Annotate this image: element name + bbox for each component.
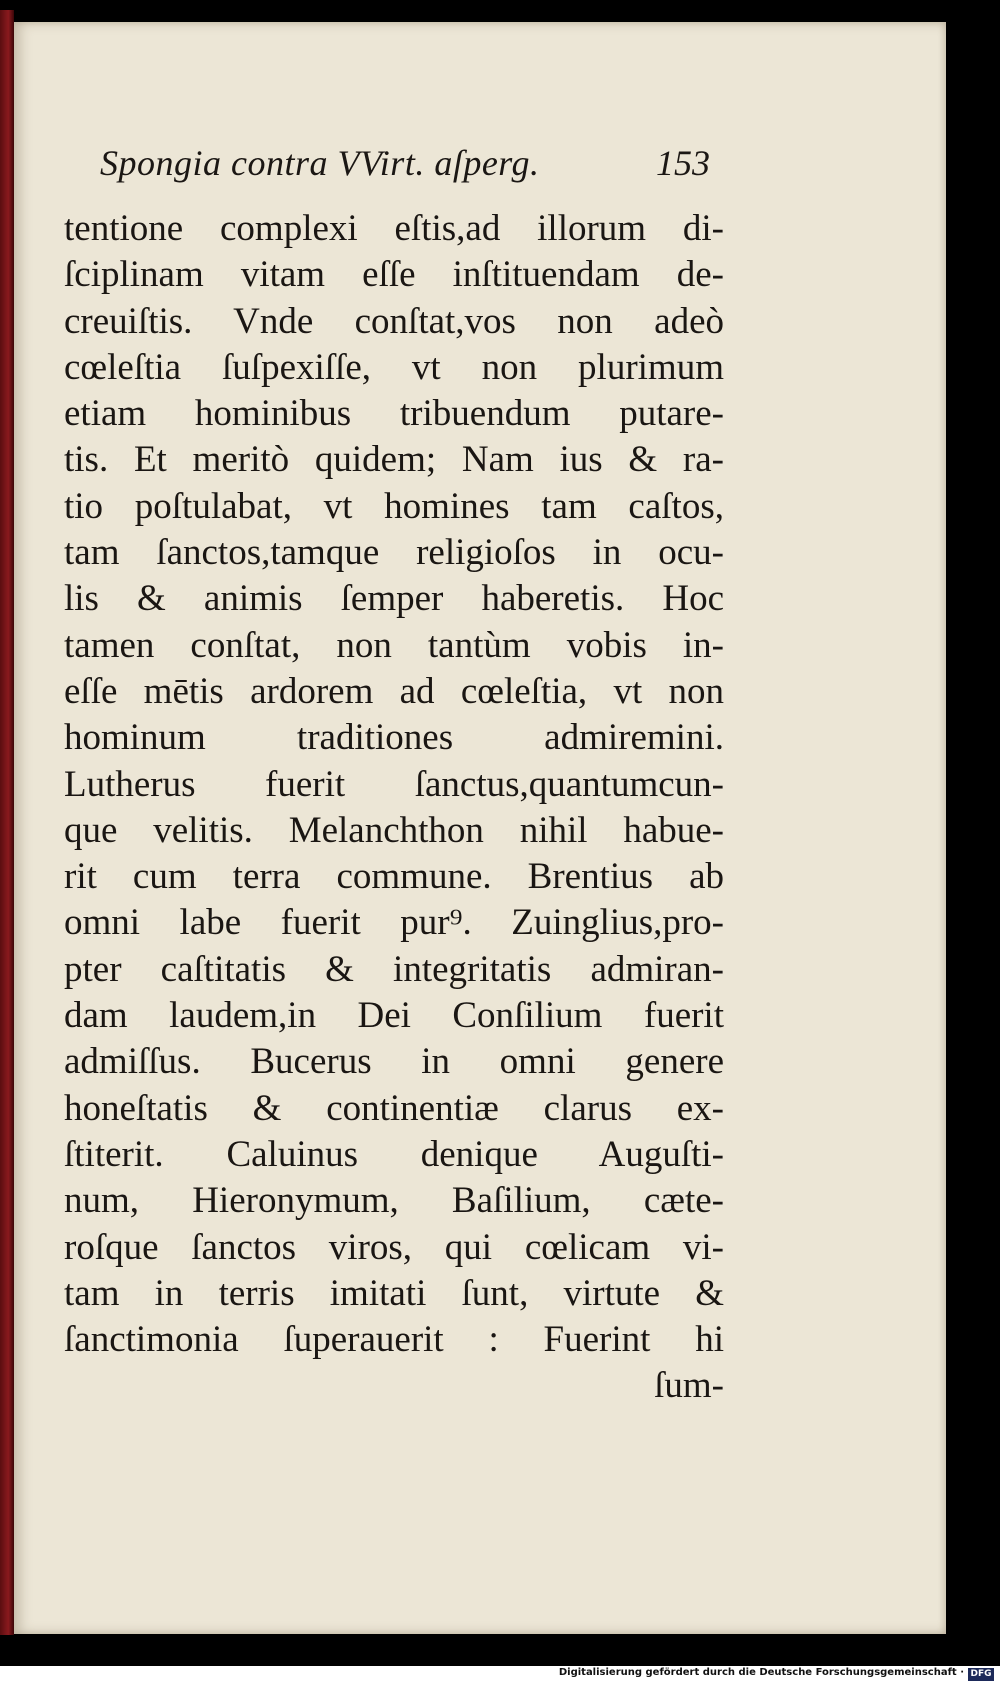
text-line: etiam hominibus tribuendum putare- <box>64 393 724 435</box>
text-line: num, Hieronymum, Baſilium, cæte- <box>64 1180 724 1222</box>
text-line: roſque ſanctos viros, qui cœlicam vi- <box>64 1226 724 1268</box>
text-line: Lutherus fuerit ſanctus,quantumcun- <box>64 763 724 805</box>
text-line: honeſtatis & continentiæ clarus ex- <box>64 1087 724 1129</box>
text-line: hominum traditiones admiremini. <box>64 717 724 759</box>
text-line: tam in terris imitati ſunt, virtute & <box>64 1272 724 1314</box>
text-line: tio poſtulabat, vt homines tam caſtos, <box>64 485 724 527</box>
page-number: 153 <box>656 143 710 183</box>
text-line: tamen conſtat, non tantùm vobis in- <box>64 624 724 666</box>
text-line: lis & animis ſemper haberetis. Hoc <box>64 578 724 620</box>
text-line: que velitis. Melanchthon nihil habue- <box>64 809 724 851</box>
dfg-logo: DFG <box>968 1668 994 1681</box>
text-line: ſciplinam vitam eſſe inſtituendam de- <box>64 254 724 296</box>
catchword: ſum- <box>654 1365 724 1407</box>
text-line: creuiſtis. Vnde conſtat,vos non adeò <box>64 300 724 342</box>
text-line: ſanctimonia ſuperauerit : Fuerint hi <box>64 1319 724 1361</box>
text-line: tis. Et meritò quidem; Nam ius & ra- <box>64 439 724 481</box>
binding-edge <box>0 10 14 1635</box>
running-title: Spongia contra VVirt. aſperg. <box>100 143 540 183</box>
text-line: pter caſtitatis & integritatis admiran- <box>64 948 724 990</box>
digitization-footer <box>0 1666 1000 1684</box>
text-line: admiſſus. Bucerus in omni genere <box>64 1041 724 1083</box>
body-text <box>64 206 724 1410</box>
text-line: cœleſtia ſuſpexiſſe, vt non plurimum <box>64 346 724 388</box>
text-line: omni labe fuerit pur⁹. Zuinglius,pro- <box>64 902 724 944</box>
text-line: eſſe mētis ardorem ad cœleſtia, vt non <box>64 670 724 712</box>
funding-credit: Digitalisierung gefördert durch die Deutsche Forschungsgemeinschaft · <box>558 1667 964 1678</box>
page-header <box>100 142 710 198</box>
text-line: ſtiterit. Caluinus denique Auguſti- <box>64 1133 724 1175</box>
text-line: tentione complexi eſtis,ad illorum di- <box>64 208 724 249</box>
text-line: rit cum terra commune. Brentius ab <box>64 856 724 898</box>
book-page <box>14 22 946 1634</box>
text-line: dam laudem,in Dei Conſilium fuerit <box>64 995 724 1037</box>
text-line: tam ſanctos,tamque religioſos in ocu- <box>64 532 724 574</box>
